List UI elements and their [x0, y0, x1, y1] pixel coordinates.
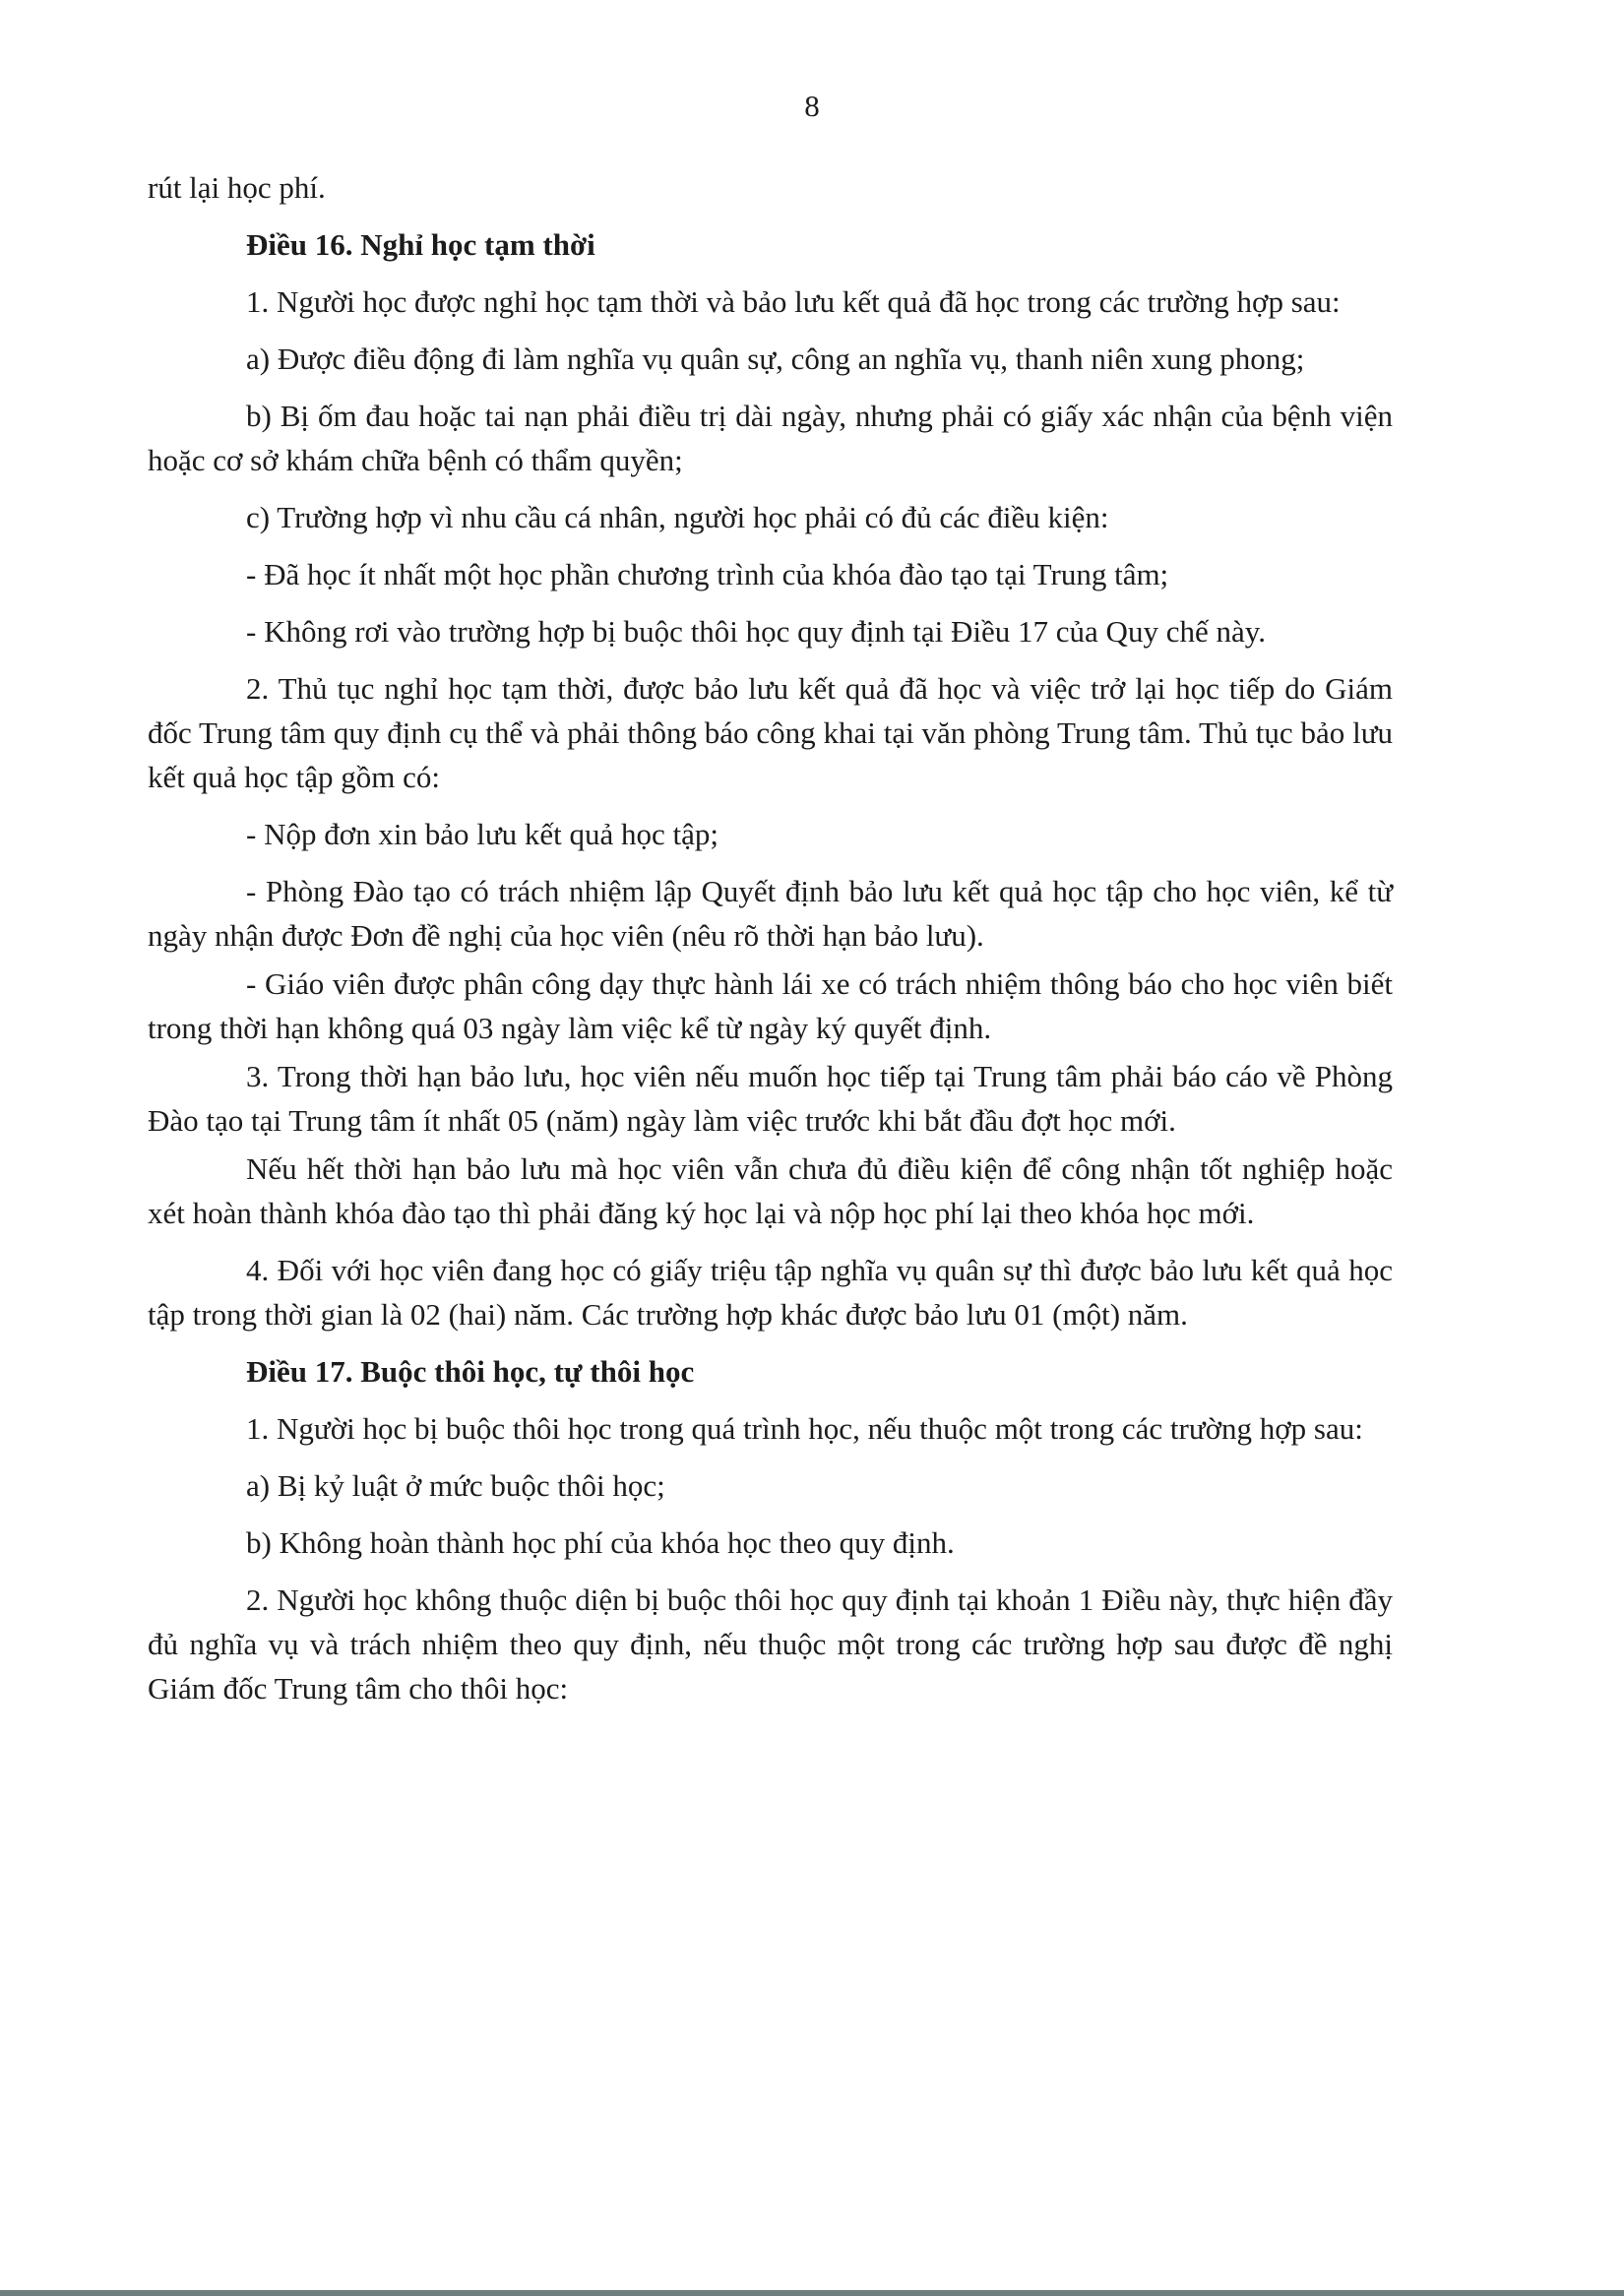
article-heading: Điều 16. Nghỉ học tạm thời — [246, 227, 595, 262]
paragraph: - Phòng Đào tạo có trách nhiệm lập Quyết định bảo lưu kết quả học tập cho học viên, kể từ ngày nhận được Đơn đề nghị của học viên (nêu rõ thời hạn bảo lưu). — [148, 874, 1393, 953]
paragraph: b) Bị ốm đau hoặc tai nạn phải điều trị dài ngày, nhưng phải có giấy xác nhận của bệnh viện hoặc cơ sở khám chữa bệnh có thẩm quyền; — [148, 399, 1393, 477]
paragraph: a) Bị kỷ luật ở mức buộc thôi học; — [246, 1468, 665, 1503]
paragraph: rút lại học phí. — [148, 170, 326, 205]
paragraph: c) Trường hợp vì nhu cầu cá nhân, người học phải có đủ các điều kiện: — [246, 500, 1109, 534]
paragraph: a) Được điều động đi làm nghĩa vụ quân sự, công an nghĩa vụ, thanh niên xung phong; — [246, 341, 1305, 376]
paragraph: 1. Người học được nghỉ học tạm thời và bảo lưu kết quả đã học trong các trường hợp sau: — [246, 284, 1341, 319]
paragraph: - Đã học ít nhất một học phần chương trình của khóa đào tạo tại Trung tâm; — [246, 557, 1169, 591]
paragraph: 1. Người học bị buộc thôi học trong quá trình học, nếu thuộc một trong các trường hợp sau: — [246, 1411, 1363, 1446]
paragraph: 2. Người học không thuộc diện bị buộc thôi học quy định tại khoản 1 Điều này, thực hiện đầy đủ nghĩa vụ và trách nhiệm theo quy định, nếu thuộc một trong các trường hợp sau được đề nghị Giám đốc Trung tâm cho thôi học: — [148, 1582, 1393, 1706]
document-body — [148, 165, 1393, 1723]
scan-bottom-edge — [0, 2290, 1624, 2296]
paragraph: 3. Trong thời hạn bảo lưu, học viên nếu muốn học tiếp tại Trung tâm phải báo cáo về Phòng Đào tạo tại Trung tâm ít nhất 05 (năm) ngày làm việc trước khi bắt đầu đợt học mới. — [148, 1059, 1393, 1138]
paragraph: - Không rơi vào trường hợp bị buộc thôi học quy định tại Điều 17 của Quy chế này. — [246, 614, 1266, 649]
paragraph: - Nộp đơn xin bảo lưu kết quả học tập; — [246, 817, 719, 851]
article-heading: Điều 17. Buộc thôi học, tự thôi học — [246, 1354, 695, 1389]
page-number: 8 — [804, 89, 820, 123]
paragraph: 2. Thủ tục nghỉ học tạm thời, được bảo lưu kết quả đã học và việc trở lại học tiếp do Giám đốc Trung tâm quy định cụ thể và phải thông báo công khai tại văn phòng Trung tâm. Thủ tục bảo lưu kết quả học tập gồm có: — [148, 671, 1393, 794]
paragraph: Nếu hết thời hạn bảo lưu mà học viên vẫn chưa đủ điều kiện để công nhận tốt nghiệp hoặc xét hoàn thành khóa đào tạo thì phải đăng ký học lại và nộp học phí lại theo khóa học mới. — [148, 1151, 1393, 1230]
paragraph: 4. Đối với học viên đang học có giấy triệu tập nghĩa vụ quân sự thì được bảo lưu kết quả học tập trong thời gian là 02 (hai) năm. Các trường hợp khác được bảo lưu 01 (một) năm. — [148, 1253, 1393, 1332]
paragraph: b) Không hoàn thành học phí của khóa học theo quy định. — [246, 1525, 955, 1560]
paragraph: - Giáo viên được phân công dạy thực hành lái xe có trách nhiệm thông báo cho học viên biết trong thời hạn không quá 03 ngày làm việc kể từ ngày ký quyết định. — [148, 966, 1393, 1045]
